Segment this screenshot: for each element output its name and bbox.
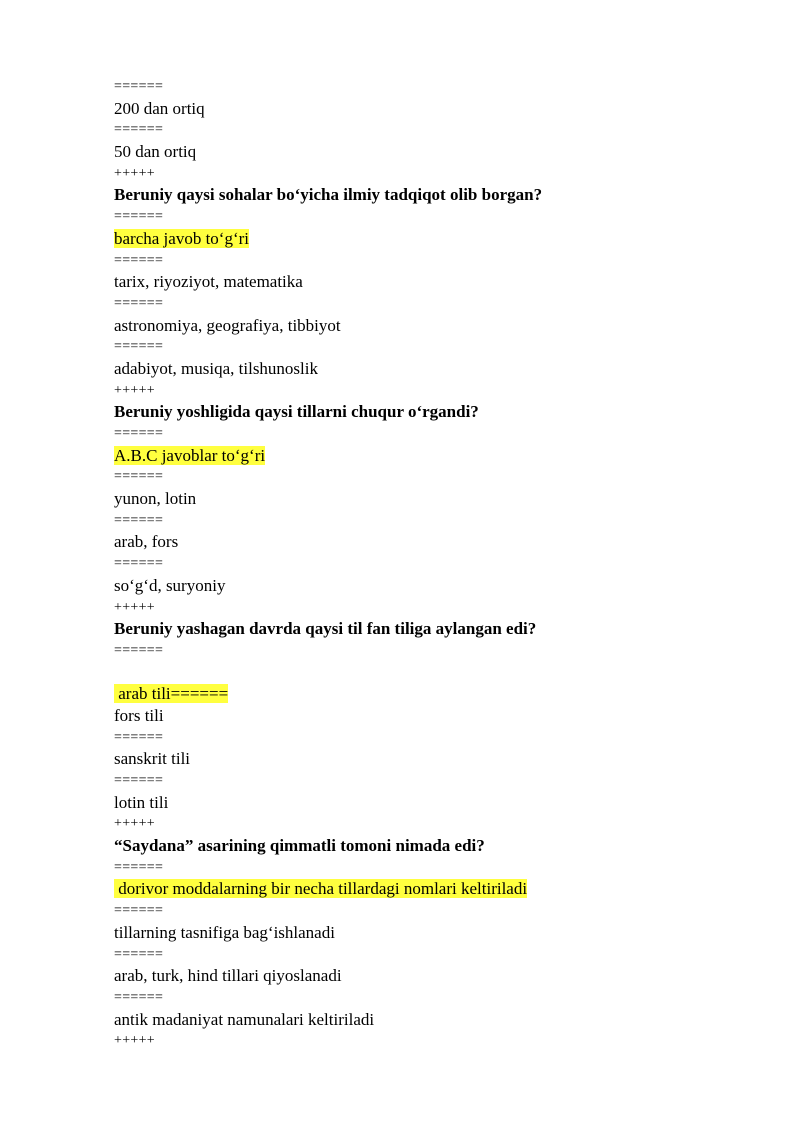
answer-option: antik madaniyat namunalari keltiriladi: [114, 1009, 375, 1029]
answer-option: arab, fors: [114, 532, 179, 552]
blank-line: [114, 662, 774, 684]
separator: ======: [114, 859, 164, 875]
correct-answer-highlight: dorivor moddalarning bir necha tillardagi nomlari keltiriladi: [114, 879, 528, 899]
separator: ======: [114, 946, 164, 962]
separator: ======: [114, 773, 164, 788]
separator: ======: [114, 469, 164, 485]
answer-option: arab, turk, hind tillari qiyoslanadi: [114, 966, 342, 986]
answer-option: adabiyot, musiqa, tilshunoslik: [114, 358, 318, 378]
separator: ======: [114, 209, 164, 225]
separator: ======: [114, 729, 164, 745]
answer-option: lotin tili: [114, 792, 169, 812]
question-text: Beruniy yoshligida qaysi tillarni chuqur o‘rgandi?: [114, 402, 479, 422]
answer-option: so‘g‘d, suryoniy: [114, 575, 226, 595]
separator: ======: [114, 339, 164, 355]
separator: ======: [114, 295, 164, 311]
answer-option: astronomiya, geografiya, tibbiyot: [114, 315, 341, 335]
correct-answer-highlight: barcha javob to‘g‘ri: [114, 228, 249, 248]
question-delimiter: +++++: [114, 382, 155, 398]
answer-option: 50 dan ortiq: [114, 142, 197, 162]
correct-answer-highlight: A.B.C javoblar to‘g‘ri: [114, 445, 266, 465]
test-content: [114, 76, 774, 1052]
separator: ======: [114, 512, 164, 528]
answer-option: yunon, lotin: [114, 489, 197, 509]
question-delimiter: +++++: [114, 599, 155, 615]
separator: ======: [114, 989, 164, 1005]
answer-option: sanskrit tili: [114, 749, 191, 769]
question-text: “Saydana” asarining qimmatli tomoni nimada edi?: [114, 836, 485, 856]
question-delimiter: +++++: [114, 1033, 155, 1049]
question-text: Beruniy qaysi sohalar bo‘yicha ilmiy tadqiqot olib borgan?: [114, 185, 543, 205]
answer-option: tarix, riyoziyot, matematika: [114, 272, 303, 292]
separator: ======: [114, 426, 164, 441]
separator: ======: [114, 79, 164, 94]
answer-option: tillarning tasnifiga bag‘ishlanadi: [114, 922, 335, 942]
question-delimiter: +++++: [114, 816, 155, 832]
answer-option: fors tili: [114, 705, 164, 725]
correct-answer-highlight: arab tili======: [114, 684, 229, 704]
separator: ======: [114, 122, 164, 138]
separator: ======: [114, 556, 164, 572]
question-delimiter: +++++: [114, 165, 155, 181]
separator: ======: [114, 903, 164, 919]
separator: ======: [114, 252, 164, 268]
question-text: Beruniy yashagan davrda qaysi til fan tiliga aylangan edi?: [114, 619, 537, 639]
separator: ======: [114, 642, 164, 658]
answer-option: 200 dan ortiq: [114, 98, 205, 118]
